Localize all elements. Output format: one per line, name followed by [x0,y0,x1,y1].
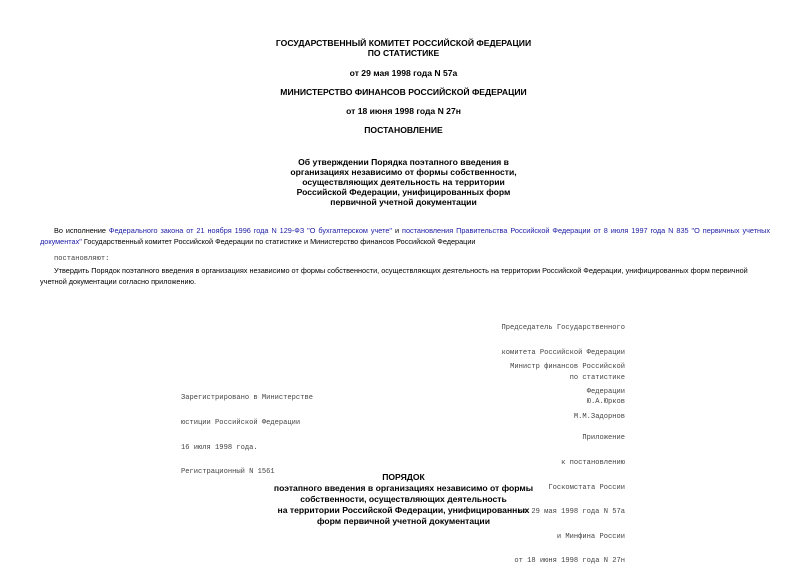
order-subtitle-line: на территории Российской Федерации, унифицированных [277,505,530,515]
minister-signature [480,347,625,429]
signature-line: Ю.А.Юрков [586,398,625,407]
signature-line: по статистике [569,373,625,382]
signature-line: комитета Российской Федерации [501,349,625,358]
ministry-name: МИНИСТЕРСТВО ФИНАНСОВ РОССИЙСКОЙ ФЕДЕРАЦИИ [280,87,527,97]
signature-line: Министр финансов Российской [510,363,625,372]
order-subtitle-line: собственности, осуществляющих деятельность [300,494,507,504]
government-decree-link[interactable]: постановления Правительства Российской Федерации от 8 июля 1997 года N 835 "О первичных учетных документах" [40,226,770,246]
preamble-lead: Во исполнение [54,226,109,235]
ministry-date: от 18 июня 1998 года N 27н [346,106,461,116]
order-subtitle-line: форм первичной учетной документации [316,516,490,526]
registration-note [181,378,313,485]
federal-law-link[interactable]: Федерального закона от 21 ноября 1996 года N 129-ФЗ "О бухгалтерском учете" [108,226,393,235]
committee-name-line1: ГОСУДАРСТВЕННЫЙ КОМИТЕТ РОССИЙСКОЙ ФЕДЕРАЦИИ [275,38,532,48]
preamble-paragraph [40,226,770,247]
committee-name-line2: ПО СТАТИСТИКЕ [367,48,440,58]
title-line: Российской Федерации, унифицированных форм [296,187,511,197]
preamble-tail: Государственный комитет Российской Федерации по статистике и Министерство финансов Российской Федерации [81,236,476,246]
signature-line: Федерации [586,388,625,397]
appendix-line: Приложение [582,434,625,443]
signature-line: Председатель Государственного [501,324,625,333]
appendix-line: Госкомстата России [548,483,625,492]
registration-line: юстиции Российской Федерации [181,419,301,428]
title-line: Об утверждении Порядка поэтапного введения в [298,157,509,167]
title-line: первичной учетной документации [330,197,477,207]
order-subtitle-line: поэтапного введения в организациях независимо от формы [273,483,534,493]
registration-line: Регистрационный N 1561 [181,468,275,477]
appendix-line: и Минфина России [556,532,625,541]
registration-line: Зарегистрировано в Министерстве [181,394,313,403]
signature-line: М.М.Задорнов [573,412,625,421]
appendix-line: к постановлению [561,459,625,468]
approve-paragraph: Утвердить Порядок поэтапного введения в организациях независимо от формы собственности, осуществляющих деятельность на территории Российской Федерации, унифицированных форм первичной учетной документации согласно приложению. [40,266,748,286]
committee-date: от 29 мая 1998 года N 57а [349,68,458,78]
appendix-line: от 18 июня 1998 года N 27н [514,557,625,566]
decree-word: постановляют: [54,255,110,263]
appendix-line: от 29 мая 1998 года N 57а [518,508,625,517]
preamble-mid: и [392,226,403,235]
title-line: осуществляющих деятельность на территории [302,177,505,187]
order-title: ПОРЯДОК [382,472,425,482]
registration-line: 16 июля 1998 года. [181,443,258,452]
title-line: организациях независимо от формы собственности, [290,167,517,177]
document-type: ПОСТАНОВЛЕНИЕ [364,125,443,135]
